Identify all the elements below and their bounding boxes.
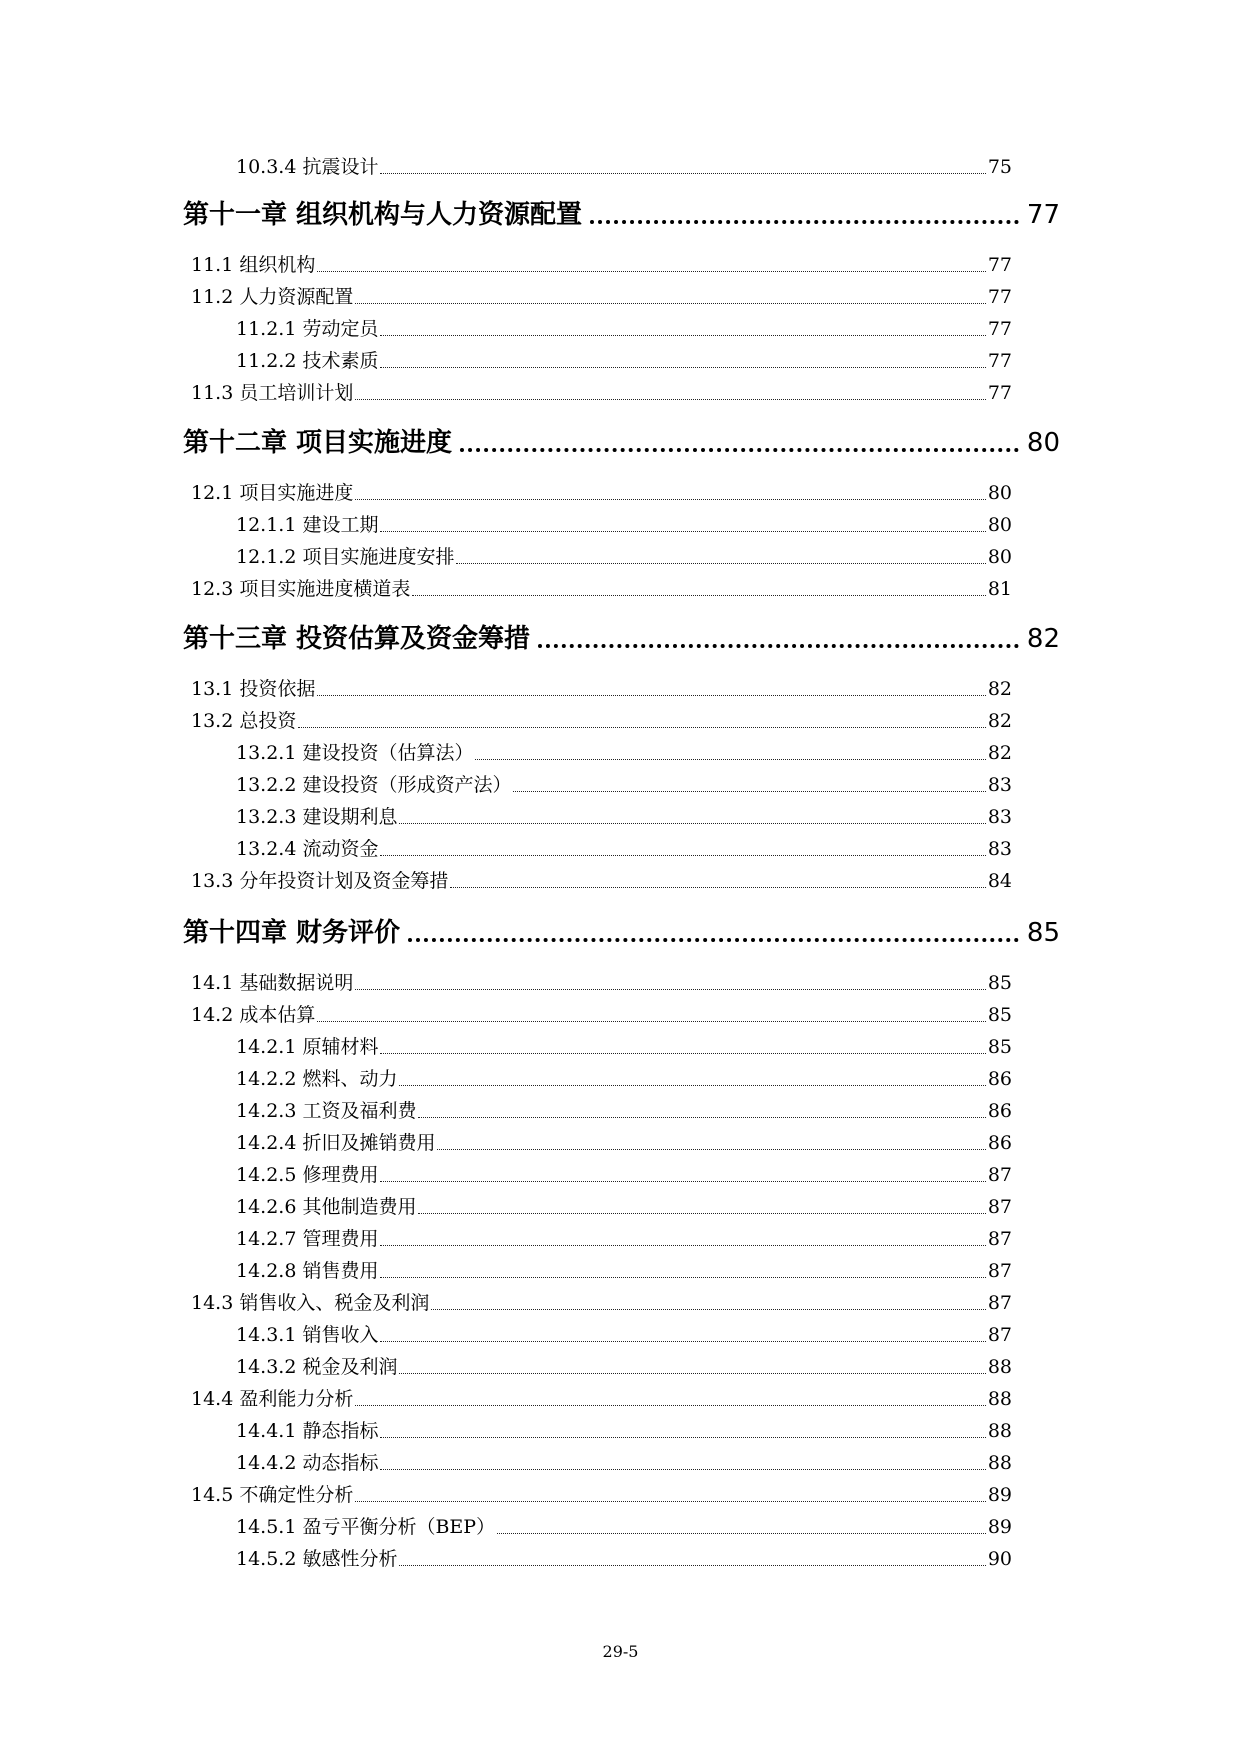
toc-section-entry[interactable] — [191, 968, 1012, 995]
toc-entry-title: 14.3.1 销售收入 — [236, 1324, 379, 1346]
toc-subsection-entry[interactable] — [236, 510, 1012, 537]
toc-subsection-entry[interactable] — [236, 1416, 1012, 1443]
toc-leader-dots — [317, 695, 985, 696]
toc-subsection-entry[interactable] — [236, 770, 1012, 797]
toc-chapter-entry[interactable] — [183, 618, 1060, 655]
toc-page-number: 89 — [987, 1484, 1012, 1506]
toc-leader-dots — [460, 448, 1019, 452]
toc-leader-dots — [317, 271, 985, 272]
toc-leader-dots — [497, 1533, 986, 1534]
toc-leader-dots — [437, 1149, 985, 1150]
toc-section-entry[interactable] — [191, 1480, 1012, 1507]
toc-entry-title: 13.2.4 流动资金 — [236, 838, 379, 860]
toc-page-number: 83 — [987, 838, 1012, 860]
toc-entry-title: 12.3 项目实施进度横道表 — [191, 578, 411, 600]
toc-entry-title: 11.3 员工培训计划 — [191, 382, 354, 404]
toc-page-number: 87 — [987, 1292, 1012, 1314]
toc-entry-title: 第十三章 投资估算及资金筹措 — [183, 624, 531, 654]
toc-leader-dots — [355, 1501, 985, 1502]
toc-page-number: 77 — [987, 382, 1012, 404]
toc-entry-title: 14.2.2 燃料、动力 — [236, 1068, 398, 1090]
toc-entry-title: 14.5.2 敏感性分析 — [236, 1548, 398, 1570]
toc-leader-dots — [380, 855, 985, 856]
toc-leader-dots — [380, 335, 985, 336]
toc-subsection-entry[interactable] — [236, 314, 1012, 341]
toc-leader-dots — [355, 989, 985, 990]
toc-entry-title: 14.2.1 原辅材料 — [236, 1036, 379, 1058]
toc-entry-title: 12.1 项目实施进度 — [191, 482, 354, 504]
toc-page-number: 77 — [987, 318, 1012, 340]
toc-subsection-entry[interactable] — [236, 1192, 1012, 1219]
toc-section-entry[interactable] — [191, 378, 1012, 405]
toc-leader-dots — [399, 823, 985, 824]
toc-page-number: 80 — [987, 546, 1012, 568]
toc-page-number: 80 — [1026, 428, 1060, 458]
toc-subsection-entry[interactable] — [236, 1320, 1012, 1347]
toc-leader-dots — [431, 1309, 985, 1310]
toc-subsection-entry[interactable] — [236, 1096, 1012, 1123]
toc-page-number: 87 — [987, 1164, 1012, 1186]
toc-page-number: 88 — [987, 1356, 1012, 1378]
toc-entry-title: 14.2.8 销售费用 — [236, 1260, 379, 1282]
toc-subsection-entry[interactable] — [236, 1512, 1012, 1539]
toc-leader-dots — [355, 399, 985, 400]
toc-entry-title: 12.1.1 建设工期 — [236, 514, 379, 536]
toc-subsection-entry[interactable] — [236, 738, 1012, 765]
toc-leader-dots — [380, 1277, 985, 1278]
toc-subsection-entry[interactable] — [236, 1160, 1012, 1187]
toc-page-number: 83 — [987, 774, 1012, 796]
toc-entry-title: 10.3.4 抗震设计 — [236, 156, 379, 178]
toc-page-number: 86 — [987, 1068, 1012, 1090]
toc-page-number: 85 — [987, 1036, 1012, 1058]
toc-entry-title: 14.5.1 盈亏平衡分析（BEP） — [236, 1516, 496, 1538]
toc-entry-title: 12.1.2 项目实施进度安排 — [236, 546, 455, 568]
toc-leader-dots — [355, 499, 985, 500]
toc-leader-dots — [380, 531, 985, 532]
toc-entry-title: 14.2.3 工资及福利费 — [236, 1100, 417, 1122]
toc-entry-title: 14.3 销售收入、税金及利润 — [191, 1292, 430, 1314]
toc-subsection-entry[interactable] — [236, 1224, 1012, 1251]
toc-page-number: 77 — [1026, 200, 1060, 230]
toc-page-number: 88 — [987, 1452, 1012, 1474]
toc-entry-title: 14.3.2 税金及利润 — [236, 1356, 398, 1378]
toc-entry-title: 13.2.3 建设期利息 — [236, 806, 398, 828]
toc-page-number: 83 — [987, 806, 1012, 828]
toc-section-entry[interactable] — [191, 706, 1012, 733]
toc-leader-dots — [298, 727, 985, 728]
toc-page-number: 77 — [987, 350, 1012, 372]
toc-page-number: 75 — [987, 156, 1012, 178]
toc-page-number: 85 — [987, 972, 1012, 994]
toc-page-number: 80 — [987, 514, 1012, 536]
toc-page-number: 89 — [987, 1516, 1012, 1538]
toc-page-number: 80 — [987, 482, 1012, 504]
toc-section-entry[interactable] — [191, 674, 1012, 701]
toc-page-number: 86 — [987, 1100, 1012, 1122]
toc-leader-dots — [418, 1213, 985, 1214]
toc-chapter-entry[interactable] — [183, 912, 1060, 949]
toc-leader-dots — [380, 1181, 985, 1182]
toc-leader-dots — [450, 887, 985, 888]
toc-subsection-entry[interactable] — [236, 346, 1012, 373]
toc-leader-dots — [355, 1405, 985, 1406]
toc-leader-dots — [475, 759, 985, 760]
toc-leader-dots — [380, 1469, 985, 1470]
toc-section-entry[interactable] — [191, 574, 1012, 601]
toc-page-number: 88 — [987, 1388, 1012, 1410]
toc-leader-dots — [399, 1565, 985, 1566]
toc-entry-title: 14.1 基础数据说明 — [191, 972, 354, 994]
toc-leader-dots — [380, 1341, 985, 1342]
toc-page-number: 82 — [1026, 624, 1060, 654]
toc-leader-dots — [399, 1373, 985, 1374]
toc-page-number: 88 — [987, 1420, 1012, 1442]
toc-entry-title: 14.2.6 其他制造费用 — [236, 1196, 417, 1218]
toc-chapter-entry[interactable] — [183, 194, 1060, 231]
toc-page-number: 82 — [987, 742, 1012, 764]
toc-page-number: 87 — [987, 1228, 1012, 1250]
toc-subsection-entry[interactable] — [236, 1064, 1012, 1091]
toc-section-entry[interactable] — [191, 250, 1012, 277]
toc-entry-title: 14.2.7 管理费用 — [236, 1228, 379, 1250]
toc-leader-dots — [355, 303, 985, 304]
toc-leader-dots — [456, 563, 985, 564]
toc-subsection-entry[interactable] — [236, 542, 1012, 569]
toc-subsection-entry[interactable] — [236, 1032, 1012, 1059]
toc-entry-title: 13.2.1 建设投资（估算法） — [236, 742, 474, 764]
toc-section-entry[interactable] — [191, 1288, 1012, 1315]
toc-entry-title: 14.4.2 动态指标 — [236, 1452, 379, 1474]
toc-subsection-entry[interactable] — [236, 1128, 1012, 1155]
toc-entry-title: 11.2.1 劳动定员 — [236, 318, 379, 340]
toc-page-number: 82 — [987, 678, 1012, 700]
toc-entry-title: 13.1 投资依据 — [191, 678, 316, 700]
toc-leader-dots — [380, 1245, 985, 1246]
toc-entry-title: 14.4.1 静态指标 — [236, 1420, 379, 1442]
toc-section-entry[interactable] — [191, 1000, 1012, 1027]
toc-page-number: 81 — [987, 578, 1012, 600]
toc-section-entry[interactable] — [191, 478, 1012, 505]
toc-entry-title: 14.2.5 修理费用 — [236, 1164, 379, 1186]
toc-page-number: 87 — [987, 1196, 1012, 1218]
toc-leader-dots — [538, 644, 1019, 648]
toc-entry-title: 13.2.2 建设投资（形成资产法） — [236, 774, 512, 796]
toc-leader-dots — [317, 1021, 985, 1022]
toc-page-number: 86 — [987, 1132, 1012, 1154]
toc-entry-title: 13.2 总投资 — [191, 710, 297, 732]
toc-page-number: 85 — [987, 1004, 1012, 1026]
toc-subsection-entry[interactable] — [236, 834, 1012, 861]
toc-subsection-entry[interactable] — [236, 152, 1012, 179]
toc-page-number: 87 — [987, 1324, 1012, 1346]
toc-leader-dots — [399, 1085, 985, 1086]
toc-section-entry[interactable] — [191, 282, 1012, 309]
toc-leader-dots — [380, 173, 985, 174]
toc-entry-title: 11.1 组织机构 — [191, 254, 316, 276]
toc-entry-title: 13.3 分年投资计划及资金筹措 — [191, 870, 449, 892]
toc-entry-title: 第十一章 组织机构与人力资源配置 — [183, 200, 583, 230]
toc-subsection-entry[interactable] — [236, 1256, 1012, 1283]
toc-leader-dots — [513, 791, 985, 792]
toc-entry-title: 14.5 不确定性分析 — [191, 1484, 354, 1506]
toc-leader-dots — [412, 595, 985, 596]
toc-page-number: 90 — [987, 1548, 1012, 1570]
toc-entry-title: 14.2 成本估算 — [191, 1004, 316, 1026]
toc-subsection-entry[interactable] — [236, 802, 1012, 829]
toc-leader-dots — [380, 367, 985, 368]
toc-page-number: 85 — [1026, 918, 1060, 948]
toc-entry-title: 14.4 盈利能力分析 — [191, 1388, 354, 1410]
toc-page-number: 87 — [987, 1260, 1012, 1282]
toc-entry-title: 14.2.4 折旧及摊销费用 — [236, 1132, 436, 1154]
toc-entry-title: 第十四章 财务评价 — [183, 918, 401, 948]
toc-entry-title: 第十二章 项目实施进度 — [183, 428, 453, 458]
toc-entry-title: 11.2.2 技术素质 — [236, 350, 379, 372]
toc-section-entry[interactable] — [191, 1384, 1012, 1411]
toc-leader-dots — [408, 938, 1019, 942]
toc-subsection-entry[interactable] — [236, 1448, 1012, 1475]
toc-leader-dots — [380, 1437, 985, 1438]
toc-page-number: 82 — [987, 710, 1012, 732]
page-footer-number: 29-5 — [602, 1642, 639, 1661]
toc-section-entry[interactable] — [191, 866, 1012, 893]
toc-entry-title: 11.2 人力资源配置 — [191, 286, 354, 308]
toc-subsection-entry[interactable] — [236, 1544, 1012, 1571]
toc-leader-dots — [418, 1117, 985, 1118]
toc-leader-dots — [590, 220, 1019, 224]
toc-leader-dots — [380, 1053, 985, 1054]
toc-page-number: 77 — [987, 254, 1012, 276]
toc-subsection-entry[interactable] — [236, 1352, 1012, 1379]
toc-chapter-entry[interactable] — [183, 422, 1060, 459]
toc-page-number: 84 — [987, 870, 1012, 892]
toc-page-number: 77 — [987, 286, 1012, 308]
